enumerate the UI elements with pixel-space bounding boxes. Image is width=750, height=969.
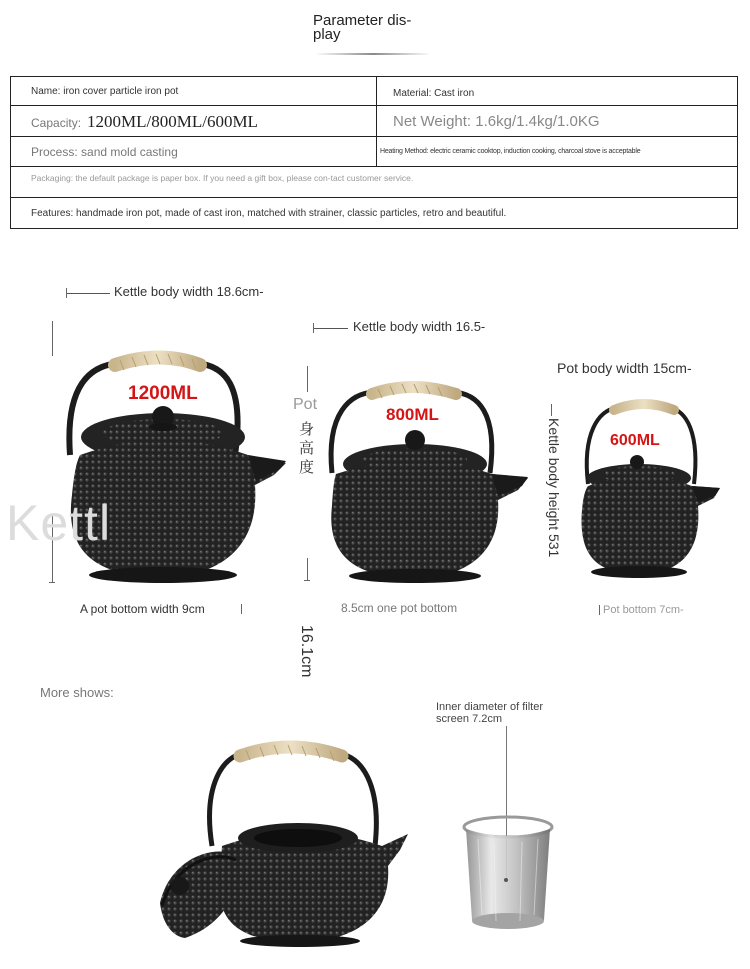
watermark-text: Kettl (6, 495, 112, 551)
bottom-tick-large (241, 604, 242, 614)
medium-height-cjk-2: 高 (299, 441, 315, 457)
height-tick-large (49, 582, 55, 583)
more-shows-label: More shows: (40, 685, 114, 700)
height-bar-medium-bottom (307, 558, 308, 580)
large-bottom-label: A pot bottom width 9cm (80, 602, 205, 616)
large-kettle-image (60, 345, 290, 590)
filter-note: Inner diameter of filter screen 7.2cm (436, 701, 543, 725)
title-underline (317, 53, 429, 55)
title-line-1: Parameter dis- (313, 12, 412, 29)
spec-row-name (11, 77, 737, 106)
capacity-large: 1200ML (128, 383, 198, 404)
capacity-medium: 800ML (386, 405, 439, 424)
spec-row-packaging (11, 167, 737, 198)
spec-row-capacity (11, 106, 737, 137)
height-bar-medium-top (307, 366, 308, 392)
title-line-2: play (313, 26, 341, 43)
width-tick-large (66, 288, 67, 298)
small-bottom-label: Pot bottom 7cm- (603, 604, 684, 616)
width-line-medium (313, 328, 348, 329)
height-tick-medium (304, 580, 310, 581)
height-bar-small (551, 404, 552, 416)
open-kettle-image (160, 738, 415, 948)
spec-features: Features: handmade iron pot, made of cast iron, matched with strainer, classic particles, retro and beautiful. (31, 208, 507, 219)
medium-bottom-label: 8.5cm one pot bottom (341, 601, 458, 615)
large-width-label: Kettle body width 18.6cm- (114, 284, 264, 299)
medium-height-cjk (299, 421, 314, 478)
bottom-tick-small (599, 605, 600, 615)
small-kettle-image (574, 398, 724, 580)
spec-weight: Net Weight: 1.6kg/1.4kg/1.0KG (393, 113, 600, 130)
spec-material: Material: Cast iron (393, 88, 475, 99)
spec-capacity-label: Capacity: (31, 116, 82, 130)
spec-table (10, 76, 738, 229)
medium-height-value: 16.1cm (298, 625, 315, 678)
capacity-small: 600ML (610, 432, 660, 449)
spec-packaging: Packaging: the default package is paper box. If you need a gift box, please con-tact customer service. (31, 173, 414, 183)
width-tick-medium (313, 323, 314, 333)
medium-height-word: Pot (293, 396, 318, 413)
spec-process: Process: sand mold casting (31, 145, 178, 159)
small-width-label: Pot body width 15cm- (557, 360, 692, 376)
filter-strainer-image (458, 815, 558, 940)
width-line-large (66, 293, 110, 294)
medium-width-label: Kettle body width 16.5- (353, 319, 486, 334)
medium-height-cjk-3: 度 (299, 460, 315, 476)
medium-height-cjk-1: 身 (299, 422, 315, 438)
small-height-label: Kettle body height 531 (546, 418, 562, 558)
spec-heating: Heating Method: electric ceramic cooktop, induction cooking, charcoal stove is acceptable (380, 148, 641, 155)
spec-row-features (11, 198, 737, 228)
spec-name: Name: iron cover particle iron pot (31, 86, 179, 97)
height-bar-large-top (52, 321, 53, 356)
spec-capacity-value: 1200ML/800ML/600ML (87, 112, 258, 131)
page-title (313, 14, 411, 42)
spec-row-process (11, 137, 737, 167)
